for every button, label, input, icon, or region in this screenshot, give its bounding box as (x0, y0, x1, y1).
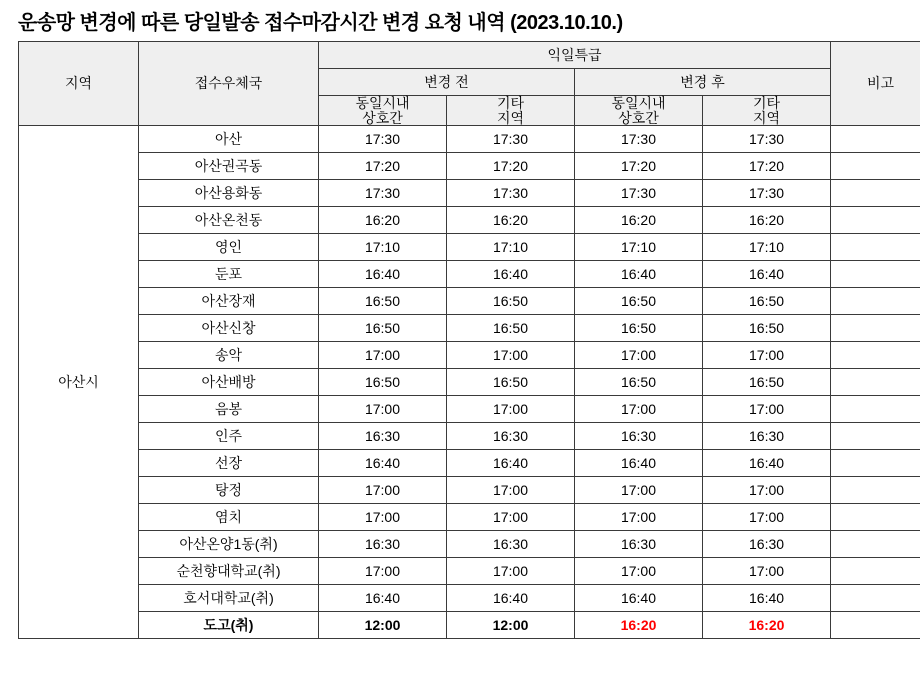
header-after-same-city-line1: 동일시내 (611, 95, 666, 111)
cell-after-same-city: 17:00 (575, 558, 703, 585)
cell-before-same-city: 16:50 (319, 315, 447, 342)
cell-before-same-city: 12:00 (319, 612, 447, 639)
cell-before-other: 17:00 (447, 558, 575, 585)
cell-before-same-city: 16:40 (319, 261, 447, 288)
cell-before-same-city: 17:00 (319, 477, 447, 504)
cell-after-same-city: 17:00 (575, 396, 703, 423)
cell-after-other: 16:50 (703, 369, 831, 396)
header-office: 접수우체국 (139, 42, 319, 126)
cell-office: 호서대학교(취) (139, 585, 319, 612)
cell-office: 인주 (139, 423, 319, 450)
cell-after-other: 17:00 (703, 558, 831, 585)
cell-office: 아산 (139, 126, 319, 153)
cell-after-same-city: 16:40 (575, 585, 703, 612)
table-body (19, 126, 920, 639)
table-row (19, 531, 920, 558)
cell-office: 아산권곡동 (139, 153, 319, 180)
cell-after-same-city: 16:40 (575, 261, 703, 288)
header-row-1 (19, 42, 920, 69)
cell-after-same-city: 17:00 (575, 342, 703, 369)
cell-before-other: 17:10 (447, 234, 575, 261)
cell-office: 아산온천동 (139, 207, 319, 234)
cell-after-same-city: 16:50 (575, 369, 703, 396)
table-row (19, 396, 920, 423)
header-after-same-city (575, 96, 703, 126)
table-row (19, 342, 920, 369)
cell-note (831, 423, 920, 450)
header-before-other-line2: 지역 (496, 109, 525, 126)
cell-after-same-city: 17:30 (575, 180, 703, 207)
cell-office: 음봉 (139, 396, 319, 423)
cell-before-other: 16:50 (447, 315, 575, 342)
header-after-same-city-line2: 상호간 (618, 109, 659, 126)
cell-after-other: 16:20 (703, 207, 831, 234)
table-row (19, 126, 920, 153)
table-row (19, 585, 920, 612)
cell-office: 아산장재 (139, 288, 319, 315)
table-row (19, 153, 920, 180)
cell-before-other: 16:30 (447, 531, 575, 558)
cell-before-same-city: 17:00 (319, 558, 447, 585)
cell-after-other: 17:00 (703, 342, 831, 369)
cell-note (831, 207, 920, 234)
cell-after-same-city: 16:30 (575, 423, 703, 450)
cell-before-other: 12:00 (447, 612, 575, 639)
cell-before-other: 17:00 (447, 342, 575, 369)
cell-after-same-city: 17:10 (575, 234, 703, 261)
table-header (19, 42, 920, 126)
cell-after-other: 17:00 (703, 477, 831, 504)
cell-after-other: 16:50 (703, 315, 831, 342)
cell-after-other: 16:40 (703, 585, 831, 612)
cell-after-same-city: 16:50 (575, 288, 703, 315)
cell-office: 염치 (139, 504, 319, 531)
cell-after-other: 17:10 (703, 234, 831, 261)
header-before-other (447, 96, 575, 126)
cell-before-same-city: 17:30 (319, 180, 447, 207)
header-before-same-city-line2: 상호간 (362, 109, 403, 126)
cell-office: 도고(취) (139, 612, 319, 639)
cell-note (831, 531, 920, 558)
cell-before-same-city: 16:20 (319, 207, 447, 234)
cell-note (831, 369, 920, 396)
cell-after-same-city: 16:20 (575, 612, 703, 639)
cell-office: 선장 (139, 450, 319, 477)
cell-after-same-city: 16:50 (575, 315, 703, 342)
cell-note (831, 504, 920, 531)
cell-before-same-city: 16:40 (319, 585, 447, 612)
cell-after-other: 16:20 (703, 612, 831, 639)
table-row (19, 504, 920, 531)
cell-before-same-city: 17:20 (319, 153, 447, 180)
table-row (19, 288, 920, 315)
cell-office: 탕정 (139, 477, 319, 504)
cell-after-other: 17:00 (703, 504, 831, 531)
cell-before-other: 16:40 (447, 450, 575, 477)
cell-after-other: 17:30 (703, 126, 831, 153)
header-before-same-city (319, 96, 447, 126)
cell-before-other: 17:00 (447, 396, 575, 423)
cell-before-same-city: 17:00 (319, 342, 447, 369)
cell-after-other: 16:40 (703, 261, 831, 288)
cell-office: 송악 (139, 342, 319, 369)
cell-before-other: 16:40 (447, 585, 575, 612)
cell-before-same-city: 16:30 (319, 423, 447, 450)
cell-after-other: 17:20 (703, 153, 831, 180)
cell-after-other: 17:00 (703, 396, 831, 423)
cell-after-same-city: 16:30 (575, 531, 703, 558)
cell-office: 영인 (139, 234, 319, 261)
cell-region: 아산시 (19, 126, 139, 639)
cell-before-same-city: 16:40 (319, 450, 447, 477)
cell-note (831, 261, 920, 288)
cell-before-other: 17:30 (447, 126, 575, 153)
cell-before-same-city: 17:30 (319, 126, 447, 153)
cell-note (831, 126, 920, 153)
cell-before-same-city: 16:50 (319, 369, 447, 396)
cell-note (831, 315, 920, 342)
cell-before-other: 16:40 (447, 261, 575, 288)
cell-office: 순천향대학교(취) (139, 558, 319, 585)
header-region: 지역 (19, 42, 139, 126)
table-row (19, 558, 920, 585)
cell-note (831, 342, 920, 369)
cell-before-other: 17:30 (447, 180, 575, 207)
cell-office: 아산배방 (139, 369, 319, 396)
table-row (19, 450, 920, 477)
cell-office: 아산용화동 (139, 180, 319, 207)
cell-after-same-city: 16:20 (575, 207, 703, 234)
cell-note (831, 585, 920, 612)
cell-before-other: 17:20 (447, 153, 575, 180)
cell-after-same-city: 17:30 (575, 126, 703, 153)
cell-before-other: 17:00 (447, 477, 575, 504)
header-express-group: 익일특급 (319, 42, 831, 69)
cell-note (831, 477, 920, 504)
cell-note (831, 612, 920, 639)
cell-after-same-city: 17:20 (575, 153, 703, 180)
cell-after-other: 16:50 (703, 288, 831, 315)
cell-after-other: 16:30 (703, 423, 831, 450)
header-before-other-line1: 기타 (496, 95, 525, 111)
cell-before-other: 16:30 (447, 423, 575, 450)
header-after-other-line1: 기타 (752, 95, 781, 111)
cell-office: 아산신창 (139, 315, 319, 342)
cell-office: 아산온양1동(취) (139, 531, 319, 558)
table-row (19, 261, 920, 288)
cell-before-other: 16:50 (447, 369, 575, 396)
cell-before-same-city: 16:30 (319, 531, 447, 558)
cell-before-same-city: 16:50 (319, 288, 447, 315)
cell-before-other: 17:00 (447, 504, 575, 531)
cell-after-other: 17:30 (703, 180, 831, 207)
table-row (19, 234, 920, 261)
cell-note (831, 450, 920, 477)
header-before-same-city-line1: 동일시내 (355, 95, 410, 111)
header-note: 비고 (831, 42, 920, 126)
header-before: 변경 전 (319, 69, 575, 96)
table-row (19, 369, 920, 396)
cell-before-other: 16:50 (447, 288, 575, 315)
header-after-other (703, 96, 831, 126)
cell-note (831, 180, 920, 207)
cell-before-same-city: 17:10 (319, 234, 447, 261)
cell-after-same-city: 16:40 (575, 450, 703, 477)
cell-before-same-city: 17:00 (319, 504, 447, 531)
cell-note (831, 396, 920, 423)
header-after: 변경 후 (575, 69, 831, 96)
page-title: 운송망 변경에 따른 당일발송 접수마감시간 변경 요청 내역 (2023.10.10.) (18, 12, 623, 34)
cell-note (831, 153, 920, 180)
cell-before-other: 16:20 (447, 207, 575, 234)
cell-note (831, 234, 920, 261)
cell-after-same-city: 17:00 (575, 504, 703, 531)
cell-note (831, 288, 920, 315)
cell-before-same-city: 17:00 (319, 396, 447, 423)
table-row (19, 423, 920, 450)
cell-after-other: 16:30 (703, 531, 831, 558)
cutoff-time-table (18, 41, 920, 639)
table-row (19, 180, 920, 207)
table-row (19, 612, 920, 639)
cell-note (831, 558, 920, 585)
cell-after-other: 16:40 (703, 450, 831, 477)
table-row (19, 207, 920, 234)
cell-office: 둔포 (139, 261, 319, 288)
cell-after-same-city: 17:00 (575, 477, 703, 504)
table-row (19, 477, 920, 504)
header-after-other-line2: 지역 (752, 109, 781, 126)
table-row (19, 315, 920, 342)
